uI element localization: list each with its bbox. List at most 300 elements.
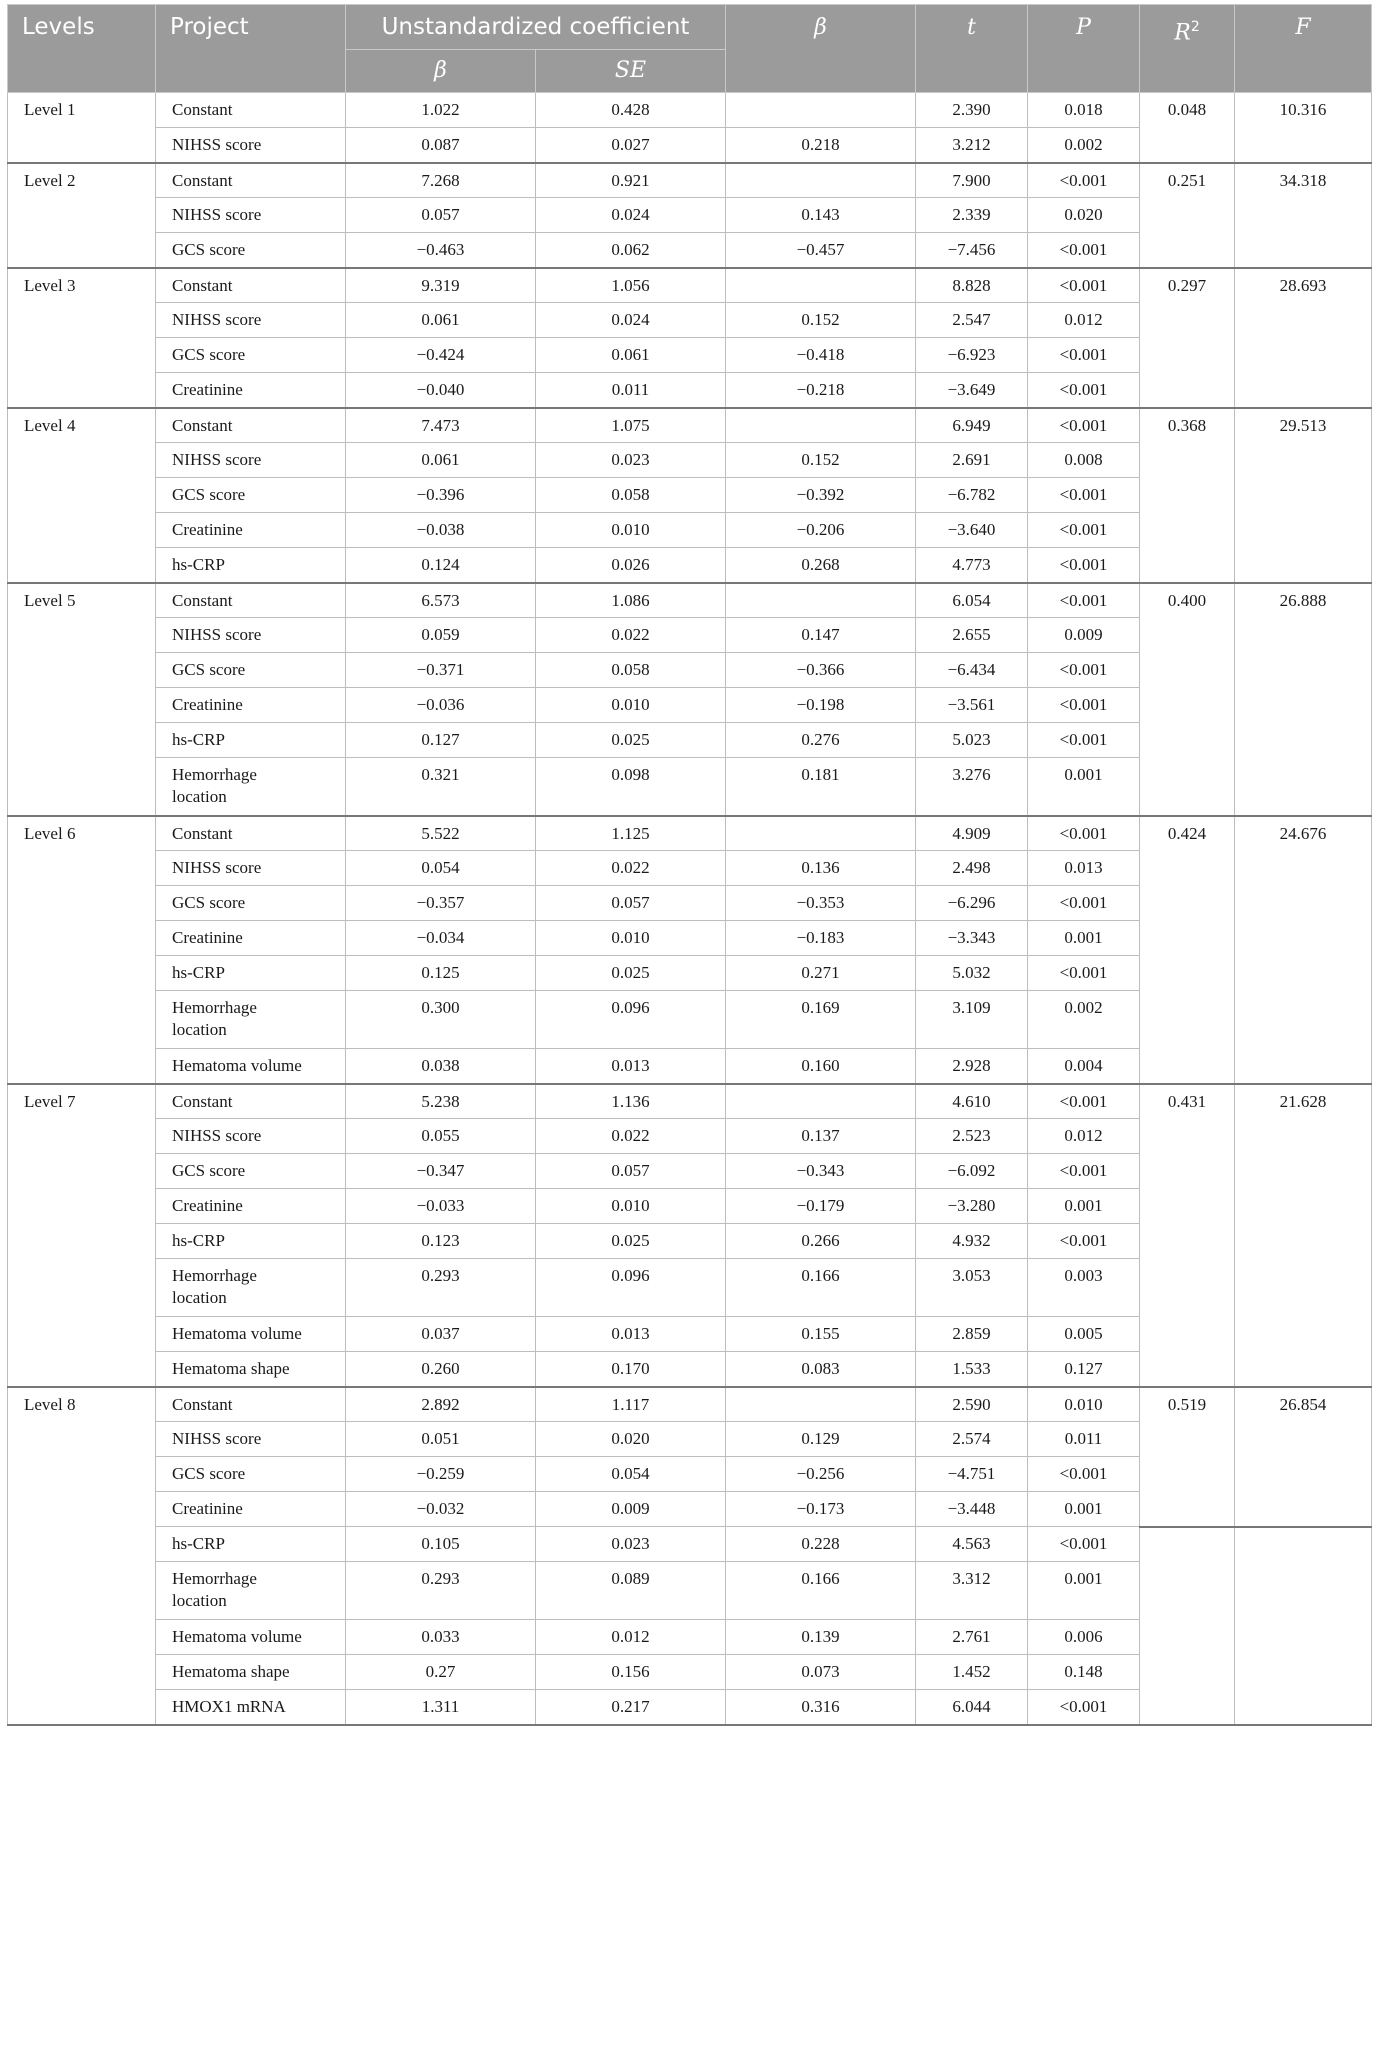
coef-beta-cell: 0.061: [346, 443, 536, 478]
header-beta: [726, 5, 916, 93]
project-cell: Constant: [156, 163, 346, 198]
table-row: [8, 816, 1372, 851]
r-squared-cell: 0.400: [1140, 583, 1235, 816]
t-value-cell: −3.649: [916, 373, 1028, 408]
p-value-cell: <0.001: [1028, 1154, 1140, 1189]
coef-beta-cell: 0.293: [346, 1259, 536, 1317]
coef-beta-cell: −0.036: [346, 688, 536, 723]
f-value-cell: 21.628: [1235, 1084, 1372, 1387]
project-cell: GCS score: [156, 1457, 346, 1492]
level-label: Level 7: [8, 1084, 156, 1387]
project-cell: Constant: [156, 1084, 346, 1119]
r-squared-cell: 0.297: [1140, 268, 1235, 408]
r-squared-cell: 0.519: [1140, 1387, 1235, 1527]
p-value-cell: <0.001: [1028, 163, 1140, 198]
p-value-cell: 0.148: [1028, 1655, 1140, 1690]
r-squared-cell: 0.424: [1140, 816, 1235, 1084]
f-value-cell: 26.888: [1235, 583, 1372, 816]
level-label: Level 3: [8, 268, 156, 408]
coef-se-cell: 0.012: [536, 1620, 726, 1655]
project-cell: Creatinine: [156, 688, 346, 723]
p-value-cell: 0.013: [1028, 851, 1140, 886]
project-cell: Constant: [156, 816, 346, 851]
coef-beta-cell: 0.125: [346, 956, 536, 991]
t-value-cell: −6.092: [916, 1154, 1028, 1189]
table-row: [8, 268, 1372, 303]
coef-beta-cell: 0.061: [346, 303, 536, 338]
header-project: Project: [156, 5, 346, 93]
coef-se-cell: 0.089: [536, 1562, 726, 1620]
std-beta-cell: −0.418: [726, 338, 916, 373]
coef-se-cell: 0.010: [536, 1189, 726, 1224]
coef-se-cell: 0.026: [536, 548, 726, 583]
p-value-cell: 0.020: [1028, 198, 1140, 233]
coef-se-cell: 0.013: [536, 1317, 726, 1352]
coef-se-cell: 0.010: [536, 688, 726, 723]
coef-se-cell: 0.057: [536, 1154, 726, 1189]
table-row: [8, 583, 1372, 618]
level-label: Level 1: [8, 93, 156, 163]
project-cell: Hemorrhage location: [156, 1259, 346, 1317]
coef-se-cell: 0.098: [536, 758, 726, 816]
p-value-cell: <0.001: [1028, 956, 1140, 991]
p-value-cell: <0.001: [1028, 1224, 1140, 1259]
project-cell: Creatinine: [156, 1492, 346, 1527]
table-row: [8, 93, 1372, 128]
std-beta-cell: −0.353: [726, 886, 916, 921]
p-value-cell: 0.006: [1028, 1620, 1140, 1655]
project-cell: GCS score: [156, 886, 346, 921]
header-r2-superscript: 2: [1190, 19, 1200, 35]
p-value-cell: 0.012: [1028, 1119, 1140, 1154]
project-cell: NIHSS score: [156, 851, 346, 886]
t-value-cell: 3.212: [916, 128, 1028, 163]
t-value-cell: 4.909: [916, 816, 1028, 851]
f-value-cell: 29.513: [1235, 408, 1372, 583]
regression-table: [7, 4, 1372, 1726]
coef-beta-cell: −0.424: [346, 338, 536, 373]
project-cell: hs-CRP: [156, 1527, 346, 1562]
t-value-cell: −6.296: [916, 886, 1028, 921]
std-beta-cell: 0.137: [726, 1119, 916, 1154]
header-r2-symbol: R: [1174, 20, 1191, 46]
project-cell: Hematoma volume: [156, 1317, 346, 1352]
project-cell: Hematoma shape: [156, 1352, 346, 1387]
coef-beta-cell: 2.892: [346, 1387, 536, 1422]
coef-beta-cell: 0.033: [346, 1620, 536, 1655]
level-label: Level 4: [8, 408, 156, 583]
project-cell: GCS score: [156, 338, 346, 373]
std-beta-cell: 0.147: [726, 618, 916, 653]
coef-beta-cell: 0.057: [346, 198, 536, 233]
coef-beta-cell: −0.371: [346, 653, 536, 688]
coef-beta-cell: −0.357: [346, 886, 536, 921]
coef-beta-cell: 0.124: [346, 548, 536, 583]
t-value-cell: 2.523: [916, 1119, 1028, 1154]
project-cell: Creatinine: [156, 1189, 346, 1224]
t-value-cell: −3.343: [916, 921, 1028, 956]
coef-beta-cell: −0.259: [346, 1457, 536, 1492]
coef-beta-cell: 0.293: [346, 1562, 536, 1620]
f-value-cell: 10.316: [1235, 93, 1372, 163]
header-p: [1028, 5, 1140, 93]
coef-se-cell: 0.009: [536, 1492, 726, 1527]
std-beta-cell: −0.173: [726, 1492, 916, 1527]
coef-beta-cell: 0.059: [346, 618, 536, 653]
header-unstandardized: Unstandardized coefficient: [346, 5, 726, 50]
coef-beta-cell: 1.311: [346, 1690, 536, 1725]
project-cell: NIHSS score: [156, 303, 346, 338]
std-beta-cell: −0.256: [726, 1457, 916, 1492]
t-value-cell: −4.751: [916, 1457, 1028, 1492]
t-value-cell: 8.828: [916, 268, 1028, 303]
coef-beta-cell: 0.27: [346, 1655, 536, 1690]
project-cell: GCS score: [156, 653, 346, 688]
t-value-cell: 2.859: [916, 1317, 1028, 1352]
project-cell: Hemorrhage location: [156, 991, 346, 1049]
p-value-cell: 0.001: [1028, 1562, 1140, 1620]
coef-beta-cell: −0.038: [346, 513, 536, 548]
std-beta-cell: 0.073: [726, 1655, 916, 1690]
t-value-cell: 2.655: [916, 618, 1028, 653]
coef-se-cell: 0.057: [536, 886, 726, 921]
project-cell: hs-CRP: [156, 1224, 346, 1259]
coef-se-cell: 0.022: [536, 1119, 726, 1154]
project-cell: hs-CRP: [156, 723, 346, 758]
coef-beta-cell: 0.127: [346, 723, 536, 758]
project-cell: Hemorrhage location: [156, 758, 346, 816]
r-squared-cell: 0.431: [1140, 1084, 1235, 1387]
table-row: [8, 1527, 1372, 1562]
p-value-cell: 0.001: [1028, 1492, 1140, 1527]
coef-beta-cell: 7.473: [346, 408, 536, 443]
p-value-cell: <0.001: [1028, 338, 1140, 373]
project-cell: hs-CRP: [156, 956, 346, 991]
coef-se-cell: 0.058: [536, 478, 726, 513]
table-row: [8, 1084, 1372, 1119]
coef-beta-cell: 0.087: [346, 128, 536, 163]
p-value-cell: 0.012: [1028, 303, 1140, 338]
std-beta-cell: −0.179: [726, 1189, 916, 1224]
header-sub-se-symbol: SE: [614, 58, 647, 83]
coef-se-cell: 0.022: [536, 851, 726, 886]
p-value-cell: 0.002: [1028, 128, 1140, 163]
std-beta-cell: 0.083: [726, 1352, 916, 1387]
header-t-symbol: t: [967, 15, 976, 40]
t-value-cell: 4.610: [916, 1084, 1028, 1119]
p-value-cell: <0.001: [1028, 1527, 1140, 1562]
std-beta-cell: 0.136: [726, 851, 916, 886]
std-beta-cell: −0.198: [726, 688, 916, 723]
table-body: [8, 93, 1372, 1725]
coef-beta-cell: −0.396: [346, 478, 536, 513]
coef-beta-cell: 6.573: [346, 583, 536, 618]
header-sub-se: [536, 50, 726, 93]
header-f: [1235, 5, 1372, 93]
coef-beta-cell: 0.123: [346, 1224, 536, 1259]
p-value-cell: <0.001: [1028, 816, 1140, 851]
t-value-cell: 3.053: [916, 1259, 1028, 1317]
project-cell: Hematoma volume: [156, 1620, 346, 1655]
p-value-cell: 0.011: [1028, 1422, 1140, 1457]
coef-se-cell: 0.061: [536, 338, 726, 373]
std-beta-cell: 0.169: [726, 991, 916, 1049]
header-t: [916, 5, 1028, 93]
coef-se-cell: 0.013: [536, 1049, 726, 1084]
coef-beta-cell: 0.051: [346, 1422, 536, 1457]
t-value-cell: 5.023: [916, 723, 1028, 758]
t-value-cell: 2.590: [916, 1387, 1028, 1422]
coef-beta-cell: 0.054: [346, 851, 536, 886]
std-beta-cell: 0.276: [726, 723, 916, 758]
t-value-cell: 3.312: [916, 1562, 1028, 1620]
coef-beta-cell: 0.038: [346, 1049, 536, 1084]
coef-beta-cell: 0.260: [346, 1352, 536, 1387]
t-value-cell: −6.923: [916, 338, 1028, 373]
coef-beta-cell: 5.238: [346, 1084, 536, 1119]
coef-se-cell: 1.125: [536, 816, 726, 851]
p-value-cell: 0.003: [1028, 1259, 1140, 1317]
std-beta-cell: −0.218: [726, 373, 916, 408]
coef-se-cell: 0.022: [536, 618, 726, 653]
p-value-cell: <0.001: [1028, 548, 1140, 583]
table-row: [8, 1387, 1372, 1422]
coef-beta-cell: 0.037: [346, 1317, 536, 1352]
coef-beta-cell: −0.033: [346, 1189, 536, 1224]
std-beta-cell: 0.181: [726, 758, 916, 816]
std-beta-cell: 0.155: [726, 1317, 916, 1352]
t-value-cell: 6.054: [916, 583, 1028, 618]
std-beta-cell: [726, 583, 916, 618]
coef-se-cell: 0.027: [536, 128, 726, 163]
coef-se-cell: 0.023: [536, 443, 726, 478]
project-cell: Hemorrhage location: [156, 1562, 346, 1620]
p-value-cell: <0.001: [1028, 1084, 1140, 1119]
std-beta-cell: [726, 816, 916, 851]
t-value-cell: 2.928: [916, 1049, 1028, 1084]
coef-beta-cell: −0.040: [346, 373, 536, 408]
std-beta-cell: 0.266: [726, 1224, 916, 1259]
p-value-cell: <0.001: [1028, 233, 1140, 268]
std-beta-cell: [726, 408, 916, 443]
p-value-cell: 0.001: [1028, 921, 1140, 956]
r-squared-blank-cell: [1140, 1527, 1235, 1725]
coef-se-cell: 0.096: [536, 991, 726, 1049]
std-beta-cell: 0.129: [726, 1422, 916, 1457]
coef-beta-cell: 5.522: [346, 816, 536, 851]
coef-se-cell: 0.011: [536, 373, 726, 408]
table-row: [8, 408, 1372, 443]
p-value-cell: <0.001: [1028, 268, 1140, 303]
project-cell: hs-CRP: [156, 548, 346, 583]
t-value-cell: 4.932: [916, 1224, 1028, 1259]
std-beta-cell: [726, 1084, 916, 1119]
coef-beta-cell: 0.055: [346, 1119, 536, 1154]
level-label: Level 6: [8, 816, 156, 1084]
coef-beta-cell: −0.463: [346, 233, 536, 268]
project-cell: NIHSS score: [156, 128, 346, 163]
std-beta-cell: 0.152: [726, 303, 916, 338]
project-cell: NIHSS score: [156, 443, 346, 478]
std-beta-cell: 0.316: [726, 1690, 916, 1725]
f-value-cell: 24.676: [1235, 816, 1372, 1084]
std-beta-cell: −0.206: [726, 513, 916, 548]
project-cell: Constant: [156, 268, 346, 303]
header-f-symbol: F: [1295, 15, 1311, 40]
t-value-cell: −7.456: [916, 233, 1028, 268]
coef-se-cell: 1.086: [536, 583, 726, 618]
table-row: [8, 163, 1372, 198]
f-value-cell: 26.854: [1235, 1387, 1372, 1527]
project-cell: HMOX1 mRNA: [156, 1690, 346, 1725]
coef-se-cell: 0.025: [536, 956, 726, 991]
coef-se-cell: 1.117: [536, 1387, 726, 1422]
project-cell: Constant: [156, 583, 346, 618]
coef-se-cell: 0.024: [536, 198, 726, 233]
t-value-cell: 2.339: [916, 198, 1028, 233]
std-beta-cell: −0.343: [726, 1154, 916, 1189]
coef-se-cell: 0.156: [536, 1655, 726, 1690]
std-beta-cell: 0.268: [726, 548, 916, 583]
std-beta-cell: 0.143: [726, 198, 916, 233]
std-beta-cell: 0.166: [726, 1562, 916, 1620]
p-value-cell: 0.018: [1028, 93, 1140, 128]
t-value-cell: 3.109: [916, 991, 1028, 1049]
coef-beta-cell: 0.105: [346, 1527, 536, 1562]
coef-beta-cell: 0.321: [346, 758, 536, 816]
p-value-cell: <0.001: [1028, 1690, 1140, 1725]
p-value-cell: 0.009: [1028, 618, 1140, 653]
t-value-cell: 4.773: [916, 548, 1028, 583]
coef-beta-cell: −0.347: [346, 1154, 536, 1189]
project-cell: Constant: [156, 408, 346, 443]
project-cell: Creatinine: [156, 513, 346, 548]
coef-se-cell: 0.170: [536, 1352, 726, 1387]
coef-se-cell: 0.054: [536, 1457, 726, 1492]
p-value-cell: <0.001: [1028, 583, 1140, 618]
coef-beta-cell: 1.022: [346, 93, 536, 128]
std-beta-cell: [726, 268, 916, 303]
r-squared-cell: 0.368: [1140, 408, 1235, 583]
header-sub-beta-symbol: β: [434, 58, 447, 83]
level-label: Level 5: [8, 583, 156, 816]
project-cell: NIHSS score: [156, 1422, 346, 1457]
p-value-cell: 0.001: [1028, 758, 1140, 816]
coef-se-cell: 1.075: [536, 408, 726, 443]
f-value-cell: 28.693: [1235, 268, 1372, 408]
p-value-cell: <0.001: [1028, 886, 1140, 921]
t-value-cell: 2.547: [916, 303, 1028, 338]
coef-beta-cell: −0.032: [346, 1492, 536, 1527]
coef-se-cell: 0.062: [536, 233, 726, 268]
std-beta-cell: [726, 1387, 916, 1422]
t-value-cell: 6.044: [916, 1690, 1028, 1725]
coef-se-cell: 0.921: [536, 163, 726, 198]
t-value-cell: −3.448: [916, 1492, 1028, 1527]
r-squared-cell: 0.251: [1140, 163, 1235, 268]
std-beta-cell: −0.392: [726, 478, 916, 513]
header-levels: Levels: [8, 5, 156, 93]
t-value-cell: 3.276: [916, 758, 1028, 816]
std-beta-cell: 0.218: [726, 128, 916, 163]
table-header: [8, 5, 1372, 93]
project-cell: Hematoma shape: [156, 1655, 346, 1690]
regression-table-container: [7, 4, 1371, 1726]
t-value-cell: 2.691: [916, 443, 1028, 478]
coef-se-cell: 0.024: [536, 303, 726, 338]
std-beta-cell: [726, 163, 916, 198]
std-beta-cell: −0.457: [726, 233, 916, 268]
header-beta-symbol: β: [814, 15, 827, 40]
t-value-cell: −3.640: [916, 513, 1028, 548]
t-value-cell: 1.533: [916, 1352, 1028, 1387]
p-value-cell: 0.127: [1028, 1352, 1140, 1387]
coef-se-cell: 0.025: [536, 1224, 726, 1259]
std-beta-cell: 0.139: [726, 1620, 916, 1655]
project-cell: NIHSS score: [156, 198, 346, 233]
coef-se-cell: 0.428: [536, 93, 726, 128]
project-cell: Hematoma volume: [156, 1049, 346, 1084]
level-label: Level 8: [8, 1387, 156, 1725]
coef-beta-cell: −0.034: [346, 921, 536, 956]
coef-beta-cell: 9.319: [346, 268, 536, 303]
coef-beta-cell: 7.268: [346, 163, 536, 198]
std-beta-cell: −0.366: [726, 653, 916, 688]
project-cell: NIHSS score: [156, 1119, 346, 1154]
coef-se-cell: 0.096: [536, 1259, 726, 1317]
std-beta-cell: −0.183: [726, 921, 916, 956]
coef-beta-cell: 0.300: [346, 991, 536, 1049]
header-r2: [1140, 5, 1235, 93]
level-label: Level 2: [8, 163, 156, 268]
header-p-symbol: P: [1076, 15, 1091, 40]
project-cell: GCS score: [156, 478, 346, 513]
t-value-cell: −3.561: [916, 688, 1028, 723]
p-value-cell: <0.001: [1028, 408, 1140, 443]
p-value-cell: <0.001: [1028, 688, 1140, 723]
p-value-cell: <0.001: [1028, 653, 1140, 688]
coef-se-cell: 0.025: [536, 723, 726, 758]
t-value-cell: 2.574: [916, 1422, 1028, 1457]
project-cell: Constant: [156, 1387, 346, 1422]
p-value-cell: 0.010: [1028, 1387, 1140, 1422]
f-value-blank-cell: [1235, 1527, 1372, 1725]
p-value-cell: <0.001: [1028, 478, 1140, 513]
project-cell: GCS score: [156, 233, 346, 268]
t-value-cell: −6.434: [916, 653, 1028, 688]
p-value-cell: 0.008: [1028, 443, 1140, 478]
coef-se-cell: 0.010: [536, 921, 726, 956]
p-value-cell: 0.002: [1028, 991, 1140, 1049]
t-value-cell: −3.280: [916, 1189, 1028, 1224]
std-beta-cell: 0.152: [726, 443, 916, 478]
coef-se-cell: 0.217: [536, 1690, 726, 1725]
coef-se-cell: 0.020: [536, 1422, 726, 1457]
std-beta-cell: 0.228: [726, 1527, 916, 1562]
std-beta-cell: 0.160: [726, 1049, 916, 1084]
std-beta-cell: [726, 93, 916, 128]
t-value-cell: 2.390: [916, 93, 1028, 128]
t-value-cell: 2.761: [916, 1620, 1028, 1655]
t-value-cell: −6.782: [916, 478, 1028, 513]
p-value-cell: <0.001: [1028, 723, 1140, 758]
t-value-cell: 1.452: [916, 1655, 1028, 1690]
coef-se-cell: 1.056: [536, 268, 726, 303]
t-value-cell: 4.563: [916, 1527, 1028, 1562]
t-value-cell: 5.032: [916, 956, 1028, 991]
header-sub-beta: [346, 50, 536, 93]
p-value-cell: <0.001: [1028, 1457, 1140, 1492]
